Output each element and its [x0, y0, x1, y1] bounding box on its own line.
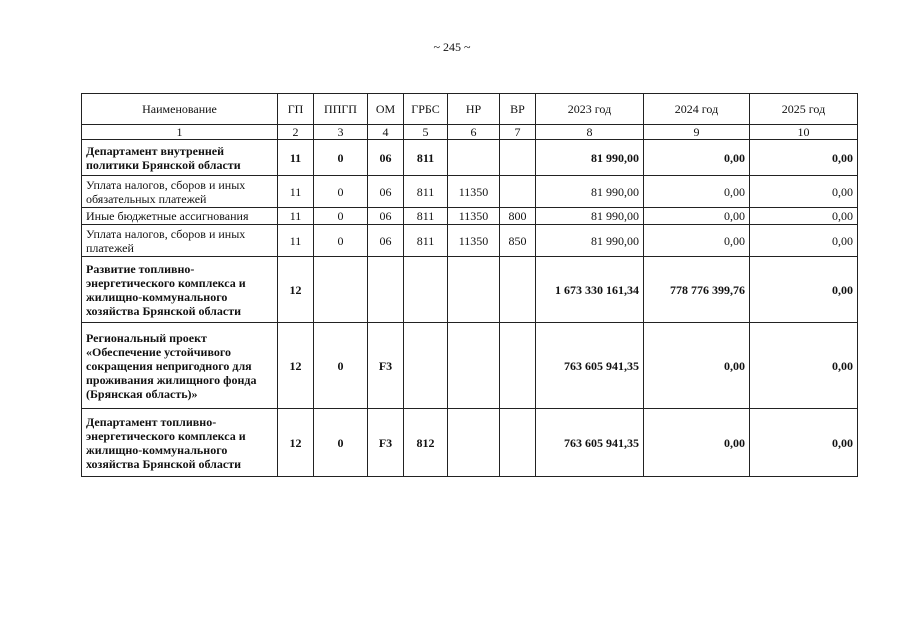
- cell-om: 06: [368, 225, 404, 257]
- cell-ppgp: 0: [314, 409, 368, 477]
- cell-vr: [500, 323, 536, 409]
- table-row: [82, 323, 858, 409]
- header-om: ОМ: [368, 94, 404, 125]
- cell-nr: 11350: [448, 225, 500, 257]
- cell-grbs: 811: [404, 208, 448, 225]
- header-grbs: ГРБС: [404, 94, 448, 125]
- header-2023: 2023 год: [536, 94, 644, 125]
- cell-2023: 763 605 941,35: [536, 409, 644, 477]
- cell-ppgp: 0: [314, 176, 368, 208]
- column-number: 8: [536, 125, 644, 140]
- header-nr: НР: [448, 94, 500, 125]
- cell-ppgp: 0: [314, 140, 368, 176]
- cell-2023: 81 990,00: [536, 225, 644, 257]
- cell-2023: 81 990,00: [536, 176, 644, 208]
- cell-grbs: 811: [404, 225, 448, 257]
- cell-2024: 0,00: [644, 409, 750, 477]
- cell-nr: [448, 140, 500, 176]
- table-row: [82, 140, 858, 176]
- header-gp: ГП: [278, 94, 314, 125]
- column-number: 6: [448, 125, 500, 140]
- cell-2025: 0,00: [750, 409, 858, 477]
- row-name: Департамент внутренней политики Брянской области: [82, 140, 278, 176]
- cell-vr: [500, 176, 536, 208]
- cell-grbs: 811: [404, 140, 448, 176]
- row-name: Уплата налогов, сборов и иных обязательных платежей: [82, 176, 278, 208]
- cell-2023: 81 990,00: [536, 140, 644, 176]
- cell-gp: 11: [278, 176, 314, 208]
- header-ppgp: ППГП: [314, 94, 368, 125]
- cell-2025: 0,00: [750, 225, 858, 257]
- cell-2024: 0,00: [644, 225, 750, 257]
- header-2024: 2024 год: [644, 94, 750, 125]
- cell-ppgp: [314, 257, 368, 323]
- cell-2023: 81 990,00: [536, 208, 644, 225]
- cell-2024: 0,00: [644, 140, 750, 176]
- cell-vr: [500, 140, 536, 176]
- cell-2025: 0,00: [750, 257, 858, 323]
- cell-om: F3: [368, 409, 404, 477]
- cell-grbs: [404, 257, 448, 323]
- table-row: [82, 176, 858, 208]
- row-name: Региональный проект «Обеспечение устойчивого сокращения непригодного для проживания жилищного фонда (Брянская область)»: [82, 323, 278, 409]
- row-name: Департамент топливно-энергетического комплекса и жилищно-коммунального хозяйства Брянской области: [82, 409, 278, 477]
- header-2025: 2025 год: [750, 94, 858, 125]
- header-vr: ВР: [500, 94, 536, 125]
- table-row: [82, 257, 858, 323]
- table-row: [82, 409, 858, 477]
- cell-ppgp: 0: [314, 323, 368, 409]
- cell-2025: 0,00: [750, 323, 858, 409]
- cell-vr: 800: [500, 208, 536, 225]
- cell-gp: 12: [278, 409, 314, 477]
- cell-nr: [448, 409, 500, 477]
- column-number: 5: [404, 125, 448, 140]
- cell-2025: 0,00: [750, 208, 858, 225]
- cell-gp: 12: [278, 323, 314, 409]
- cell-om: 06: [368, 176, 404, 208]
- cell-2024: 0,00: [644, 323, 750, 409]
- cell-grbs: [404, 323, 448, 409]
- cell-2024: 0,00: [644, 176, 750, 208]
- cell-nr: [448, 323, 500, 409]
- table-row: [82, 208, 858, 225]
- cell-vr: [500, 257, 536, 323]
- table-row: [82, 225, 858, 257]
- cell-gp: 11: [278, 225, 314, 257]
- cell-2025: 0,00: [750, 140, 858, 176]
- cell-2023: 763 605 941,35: [536, 323, 644, 409]
- row-name: Развитие топливно-энергетического комплекса и жилищно-коммунального хозяйства Брянской области: [82, 257, 278, 323]
- column-number: 4: [368, 125, 404, 140]
- cell-om: 06: [368, 208, 404, 225]
- column-number: 7: [500, 125, 536, 140]
- cell-gp: 12: [278, 257, 314, 323]
- cell-om: 06: [368, 140, 404, 176]
- cell-om: [368, 257, 404, 323]
- cell-nr: 11350: [448, 176, 500, 208]
- header-row: [82, 94, 858, 125]
- column-number: 10: [750, 125, 858, 140]
- cell-2023: 1 673 330 161,34: [536, 257, 644, 323]
- budget-table: [81, 93, 858, 477]
- cell-gp: 11: [278, 208, 314, 225]
- page-number: ~ 245 ~: [433, 40, 471, 54]
- row-name: Уплата налогов, сборов и иных платежей: [82, 225, 278, 257]
- row-name: Иные бюджетные ассигнования: [82, 208, 278, 225]
- column-number: 9: [644, 125, 750, 140]
- cell-2024: 778 776 399,76: [644, 257, 750, 323]
- cell-vr: [500, 409, 536, 477]
- column-number: 3: [314, 125, 368, 140]
- cell-2025: 0,00: [750, 176, 858, 208]
- cell-grbs: 812: [404, 409, 448, 477]
- cell-ppgp: 0: [314, 225, 368, 257]
- cell-grbs: 811: [404, 176, 448, 208]
- cell-vr: 850: [500, 225, 536, 257]
- column-number-row: [82, 125, 858, 140]
- column-number: 2: [278, 125, 314, 140]
- cell-gp: 11: [278, 140, 314, 176]
- cell-nr: 11350: [448, 208, 500, 225]
- cell-2024: 0,00: [644, 208, 750, 225]
- header-name: Наименование: [82, 94, 278, 125]
- cell-om: F3: [368, 323, 404, 409]
- cell-nr: [448, 257, 500, 323]
- column-number: 1: [82, 125, 278, 140]
- cell-ppgp: 0: [314, 208, 368, 225]
